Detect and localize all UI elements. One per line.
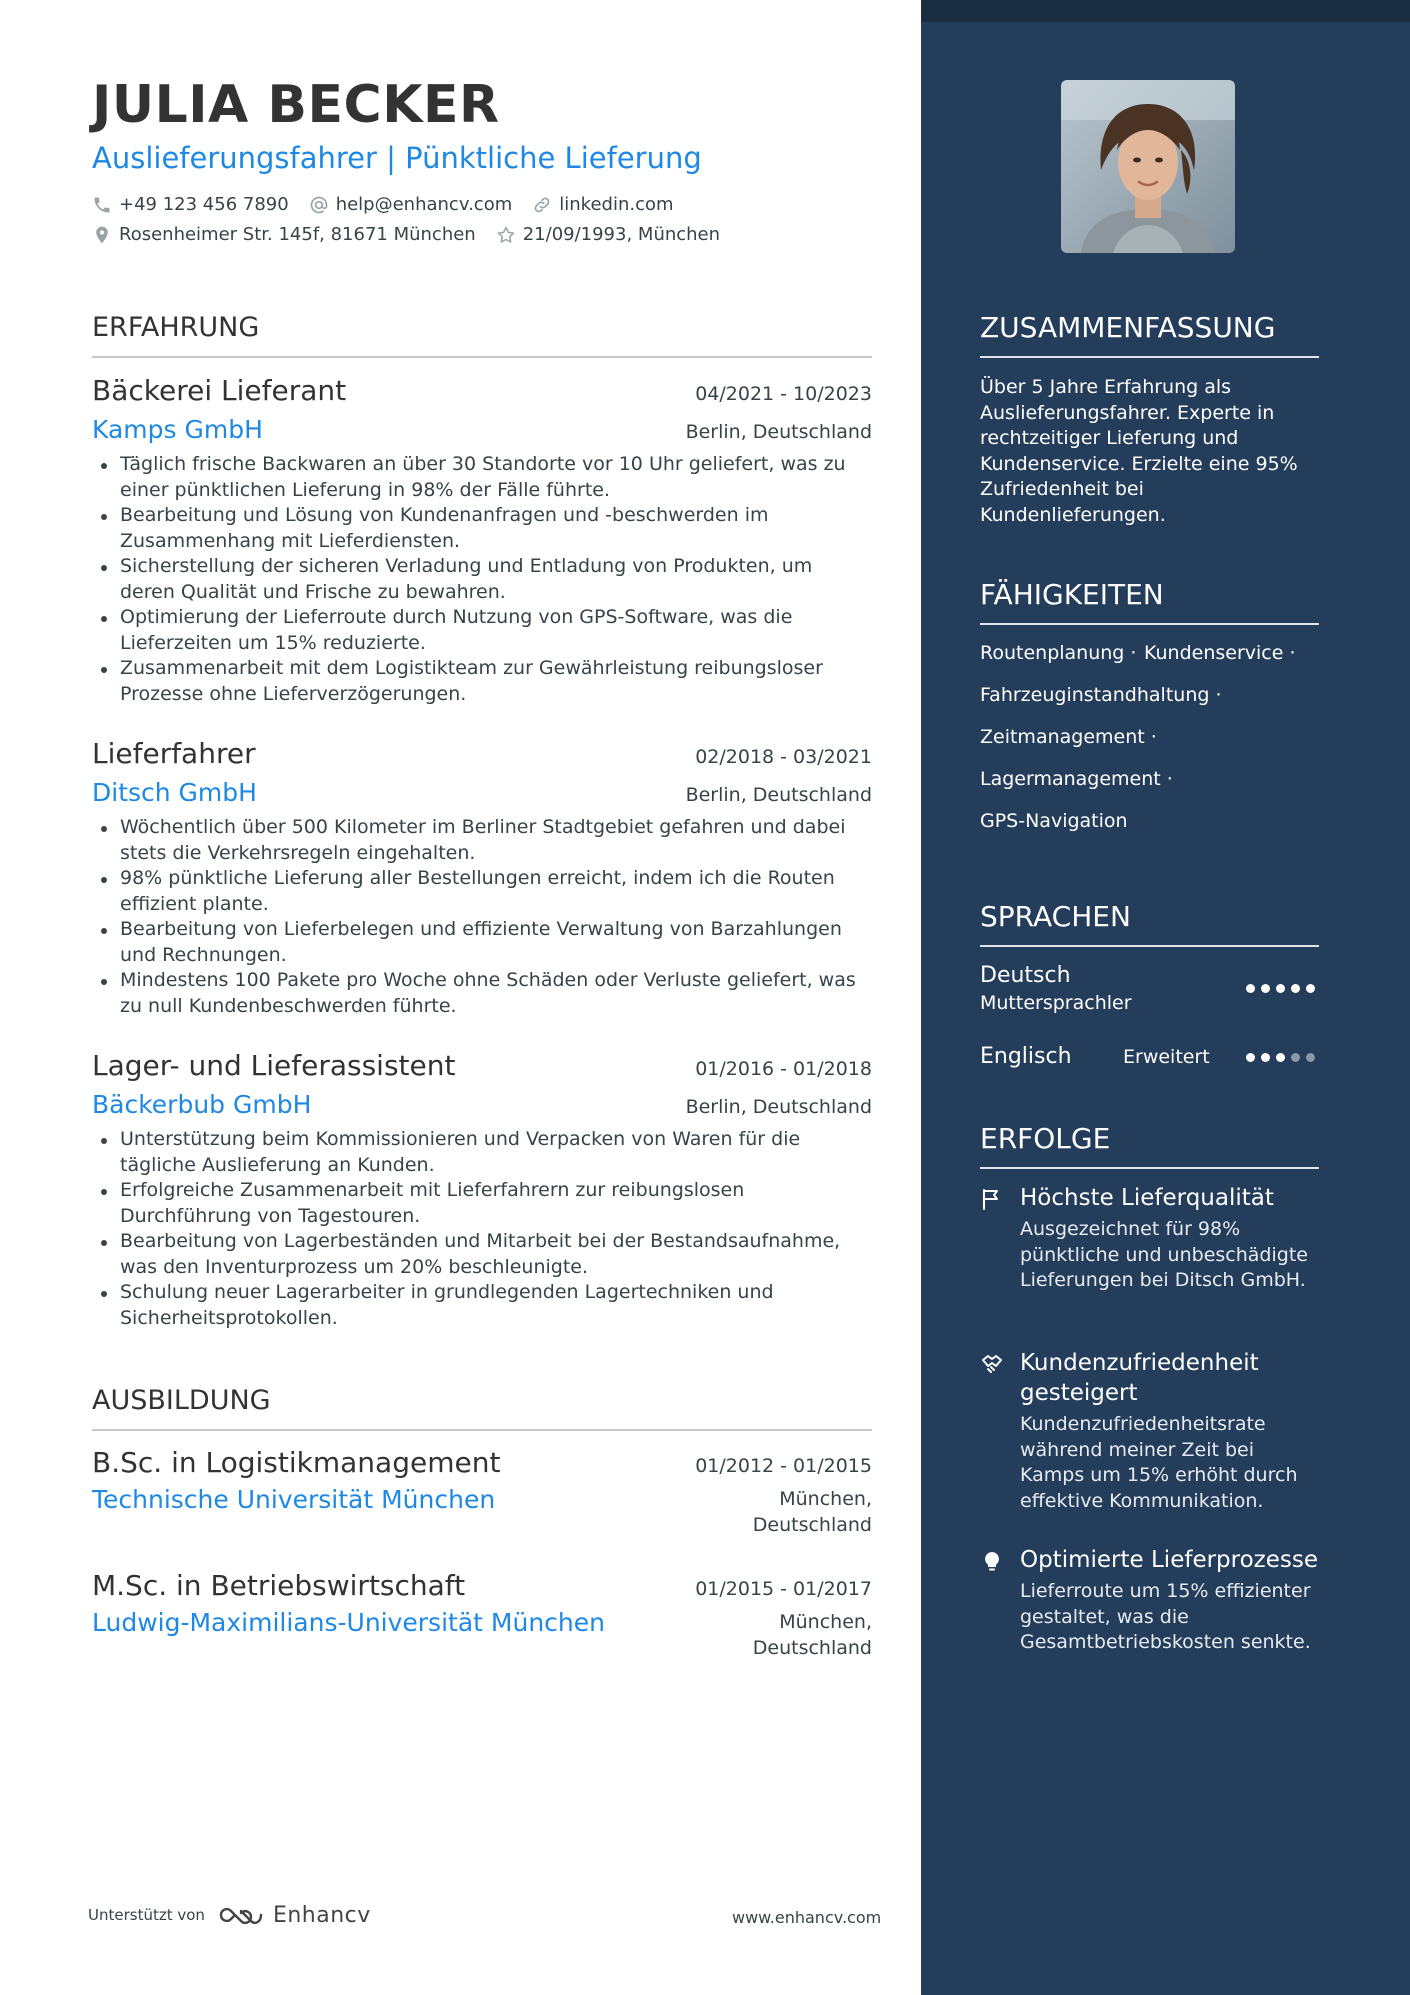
candidate-name: JULIA BECKER bbox=[92, 75, 500, 135]
job-location: Berlin, Deutschland bbox=[685, 784, 872, 806]
rating-dot bbox=[1261, 984, 1270, 993]
achievement-description: Kundenzufriedenheitsrate während meiner Zeit bei Kamps um 15% erhöht durch effektive Kommunikation. bbox=[1020, 1413, 1298, 1512]
skill-item: GPS-Navigation bbox=[980, 810, 1128, 832]
bullet-item: Unterstützung beim Kommissionieren und Verpacken von Waren für die tägliche Auslieferung an Kunden. bbox=[92, 1127, 872, 1178]
rating-dot bbox=[1276, 984, 1285, 993]
skill-item: Kundenservice · bbox=[1144, 642, 1296, 664]
bullet-item: Zusammenarbeit mit dem Logistikteam zur Gewährleistung reibungsloser Prozesse ohne Lieferverzögerungen. bbox=[92, 656, 872, 707]
skill-item: Routenplanung · bbox=[980, 642, 1137, 664]
contact-address bbox=[92, 224, 476, 245]
phone-text: +49 123 456 7890 bbox=[119, 194, 289, 215]
location-pin-icon bbox=[92, 225, 112, 245]
job-entry bbox=[92, 1047, 872, 1331]
job-date: 04/2021 - 10/2023 bbox=[695, 383, 872, 405]
rating-dot bbox=[1291, 1053, 1300, 1062]
company-name: Ditsch GmbH bbox=[92, 778, 257, 807]
education-date: 01/2012 - 01/2015 bbox=[695, 1455, 872, 1477]
rating-dot bbox=[1291, 984, 1300, 993]
bullet-item: Bearbeitung von Lagerbeständen und Mitarbeit bei der Bestandsaufnahme, was den Inventurprozess um 20% beschleunigte. bbox=[92, 1229, 872, 1280]
education-location-country: Deutschland bbox=[752, 1637, 872, 1659]
bullet-item: Optimierung der Lieferroute durch Nutzung von GPS-Software, was die Lieferzeiten um 15% reduzierte. bbox=[92, 605, 872, 656]
contact-birth bbox=[496, 224, 720, 245]
linkedin-text: linkedin.com bbox=[559, 194, 674, 215]
company-name: Bäckerbub GmbH bbox=[92, 1090, 312, 1119]
achievement-description: Ausgezeichnet für 98% pünktliche und unbeschädigte Lieferungen bei Ditsch GmbH. bbox=[1020, 1218, 1308, 1291]
skills-section-title: FÄHIGKEITEN bbox=[980, 577, 1319, 625]
candidate-headline: Auslieferungsfahrer | Pünktliche Lieferung bbox=[92, 141, 702, 175]
summary-text: Über 5 Jahre Erfahrung als Auslieferungsfahrer. Experte in rechtzeitiger Lieferung und Kundenservice. Erzielte eine 95% Zufriedenheit bei Kundenlieferungen. bbox=[980, 376, 1298, 526]
rating-dot bbox=[1261, 1053, 1270, 1062]
bullet-item: Bearbeitung und Lösung von Kundenanfragen und -beschwerden im Zusammenhang mit Lieferdiensten. bbox=[92, 503, 872, 554]
education-date: 01/2015 - 01/2017 bbox=[695, 1578, 872, 1600]
address-text: Rosenheimer Str. 145f, 81671 München bbox=[119, 224, 476, 245]
language-rating bbox=[1246, 1053, 1321, 1062]
school-name: Ludwig-Maximilians-Universität München bbox=[92, 1608, 605, 1637]
achievement-title: Kundenzufriedenheit gesteigert bbox=[1020, 1350, 1259, 1406]
rating-dot bbox=[1246, 1053, 1255, 1062]
star-icon bbox=[496, 225, 516, 245]
job-title: Lager- und Lieferassistent bbox=[92, 1049, 456, 1082]
skill-item: Zeitmanagement · bbox=[980, 726, 1157, 748]
lightbulb-icon bbox=[980, 1549, 1004, 1573]
bullet-item: Schulung neuer Lagerarbeiter in grundlegenden Lagertechniken und Sicherheitsprotokollen. bbox=[92, 1280, 872, 1331]
contact-email[interactable] bbox=[309, 194, 513, 215]
contact-phone[interactable] bbox=[92, 194, 289, 215]
job-bullets bbox=[92, 815, 872, 1019]
experience-section-title: ERFAHRUNG bbox=[92, 310, 872, 358]
bullet-item: Bearbeitung von Lieferbelegen und effiziente Verwaltung von Barzahlungen und Rechnungen. bbox=[92, 917, 872, 968]
achievements-section-title: ERFOLGE bbox=[980, 1121, 1319, 1169]
company-name: Kamps GmbH bbox=[92, 415, 263, 444]
enhancv-brand: Enhancv bbox=[272, 1902, 371, 1928]
achievement-title: Optimierte Lieferprozesse bbox=[1020, 1547, 1319, 1573]
rating-dot bbox=[1306, 1053, 1315, 1062]
job-bullets bbox=[92, 1127, 872, 1331]
skill-item: Fahrzeuginstandhaltung · bbox=[980, 684, 1222, 706]
handshake-icon bbox=[980, 1352, 1004, 1376]
job-date: 02/2018 - 03/2021 bbox=[695, 746, 872, 768]
sidebar-top-bar bbox=[921, 0, 1410, 22]
education-location bbox=[753, 1486, 872, 1538]
job-location: Berlin, Deutschland bbox=[685, 1096, 872, 1118]
language-name: Deutsch bbox=[980, 963, 1071, 988]
footer-powered-by bbox=[88, 1902, 371, 1928]
bullet-item: Wöchentlich über 500 Kilometer im Berliner Stadtgebiet gefahren und dabei stets die Verkehrsregeln eingehalten. bbox=[92, 815, 872, 866]
job-title: Bäckerei Lieferant bbox=[92, 374, 347, 407]
job-entry bbox=[92, 735, 872, 1019]
language-rating bbox=[1246, 984, 1321, 993]
bullet-item: Mindestens 100 Pakete pro Woche ohne Schäden oder Verluste geliefert, was zu null Kundenbeschwerden führte. bbox=[92, 968, 872, 1019]
job-location: Berlin, Deutschland bbox=[685, 421, 872, 443]
achievement-description: Lieferroute um 15% effizienter gestaltet, was die Gesamtbetriebskosten senkte. bbox=[1020, 1580, 1311, 1653]
education-location-country: Deutschland bbox=[752, 1514, 872, 1536]
link-icon bbox=[532, 195, 552, 215]
at-icon bbox=[309, 195, 329, 215]
achievement-title: Höchste Lieferqualität bbox=[1020, 1185, 1274, 1211]
bullet-item: 98% pünktliche Lieferung aller Bestellungen erreicht, indem ich die Routen effizient plante. bbox=[92, 866, 872, 917]
flag-icon bbox=[980, 1187, 1004, 1211]
job-date: 01/2016 - 01/2018 bbox=[695, 1058, 872, 1080]
rating-dot bbox=[1246, 984, 1255, 993]
profile-photo bbox=[1061, 80, 1235, 253]
contact-row-1 bbox=[92, 194, 694, 215]
email-text: help@enhancv.com bbox=[335, 194, 513, 215]
summary-section-title: ZUSAMMENFASSUNG bbox=[980, 310, 1319, 358]
language-name: Englisch bbox=[980, 1044, 1072, 1069]
profile-photo-image bbox=[1061, 80, 1235, 253]
phone-icon bbox=[92, 195, 112, 215]
contact-row-2 bbox=[92, 224, 740, 245]
enhancv-logo[interactable] bbox=[217, 1902, 371, 1928]
education-entry bbox=[92, 1567, 872, 1661]
education-location-city: München, bbox=[779, 1611, 872, 1633]
language-level: Muttersprachler bbox=[980, 992, 1132, 1014]
rating-dot bbox=[1276, 1053, 1285, 1062]
job-title: Lieferfahrer bbox=[92, 737, 256, 770]
achievement-item bbox=[980, 1348, 1319, 1514]
education-section-title: AUSBILDUNG bbox=[92, 1383, 872, 1431]
job-entry bbox=[92, 372, 872, 707]
rating-dot bbox=[1306, 984, 1315, 993]
degree-title: M.Sc. in Betriebswirtschaft bbox=[92, 1569, 466, 1602]
contact-linkedin[interactable] bbox=[532, 194, 673, 215]
school-name: Technische Universität München bbox=[92, 1485, 496, 1514]
skill-item: Lagermanagement · bbox=[980, 768, 1173, 790]
footer-url[interactable]: www.enhancv.com bbox=[732, 1908, 882, 1927]
achievement-item bbox=[980, 1545, 1319, 1656]
education-location-city: München, bbox=[779, 1488, 872, 1510]
language-level: Erweitert bbox=[1123, 1046, 1210, 1068]
birth-text: 21/09/1993, München bbox=[522, 224, 721, 245]
education-location bbox=[753, 1609, 872, 1661]
bullet-item: Täglich frische Backwaren an über 30 Standorte vor 10 Uhr geliefert, was zu einer pünktlichen Lieferung in 98% der Fälle führte. bbox=[92, 452, 872, 503]
degree-title: B.Sc. in Logistikmanagement bbox=[92, 1446, 501, 1479]
powered-by-text: Unterstützt von bbox=[88, 1906, 205, 1924]
bullet-item: Sicherstellung der sicheren Verladung und Entladung von Produkten, um deren Qualität und Frische zu bewahren. bbox=[92, 554, 872, 605]
bullet-item: Erfolgreiche Zusammenarbeit mit Lieferfahrern zur reibungslosen Durchführung von Tagestouren. bbox=[92, 1178, 872, 1229]
achievement-item bbox=[980, 1183, 1319, 1294]
languages-section-title: SPRACHEN bbox=[980, 899, 1319, 947]
enhancv-logo-icon bbox=[217, 1902, 265, 1928]
job-bullets bbox=[92, 452, 872, 707]
education-entry bbox=[92, 1444, 872, 1538]
